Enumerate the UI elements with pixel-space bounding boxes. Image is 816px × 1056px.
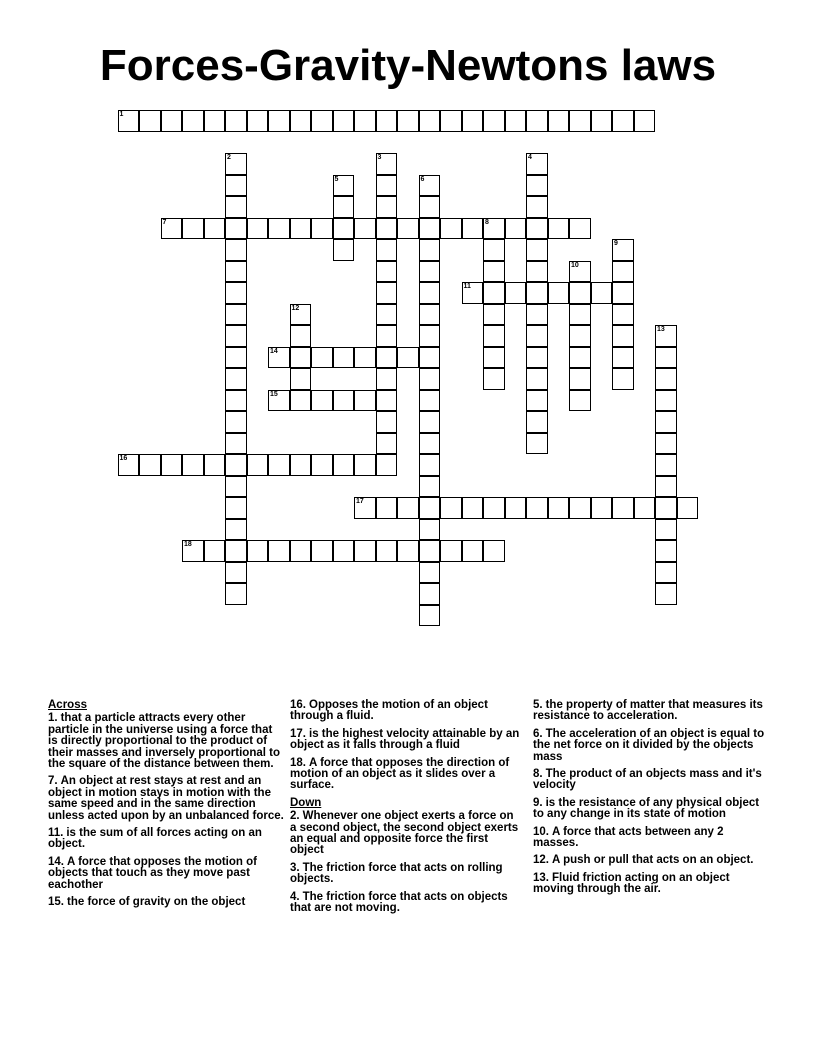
grid-cell[interactable]	[311, 347, 333, 369]
grid-cell[interactable]	[268, 390, 290, 412]
grid-cell[interactable]	[462, 282, 484, 304]
clue-number: 8.	[533, 768, 543, 781]
clue-number: 11	[463, 283, 471, 290]
grid-cell[interactable]	[655, 476, 677, 498]
clue-item	[48, 828, 284, 851]
grid-cell[interactable]	[182, 110, 204, 132]
grid-cell[interactable]	[655, 368, 677, 390]
clue-text: is the resistance of any physical object to any change in its state of motion	[533, 796, 760, 821]
grid-cell[interactable]	[333, 239, 355, 261]
clue-number: 15	[270, 390, 278, 398]
grid-cell[interactable]	[333, 454, 355, 476]
grid-cell[interactable]	[333, 390, 355, 412]
grid-cell[interactable]	[569, 218, 591, 240]
grid-cell[interactable]	[462, 497, 484, 519]
grid-cell[interactable]	[419, 433, 441, 455]
grid-cell[interactable]	[354, 110, 376, 132]
grid-cell[interactable]	[569, 390, 591, 412]
clue-number: 4.	[290, 890, 300, 903]
grid-cell[interactable]	[354, 540, 376, 562]
grid-cell[interactable]	[397, 218, 419, 240]
grid-cell[interactable]	[376, 153, 398, 175]
grid-cell[interactable]	[419, 390, 441, 412]
grid-cell[interactable]	[247, 110, 269, 132]
clue-column-3	[533, 700, 769, 902]
grid-cell[interactable]	[526, 390, 548, 412]
grid-cell[interactable]	[419, 605, 441, 627]
clue-number: 4	[528, 154, 532, 161]
grid-cell[interactable]	[419, 261, 441, 283]
clue-text: is the highest velocity attainable by an object as it falls through a fluid	[290, 727, 520, 752]
clue-item	[533, 700, 769, 723]
clue-number: 16.	[290, 699, 306, 711]
grid-cell[interactable]	[225, 562, 247, 584]
grid-cell[interactable]	[548, 497, 570, 519]
grid-cell[interactable]	[462, 540, 484, 562]
clue-number: 13	[657, 326, 665, 333]
grid-cell[interactable]	[419, 497, 441, 519]
clue-number: 12	[291, 304, 300, 312]
clue-number: 18	[184, 541, 192, 548]
grid-cell[interactable]	[419, 175, 441, 197]
clue-text: The friction force that acts on objects that are not moving.	[290, 890, 508, 915]
grid-cell[interactable]	[591, 282, 613, 304]
clue-number: 10.	[533, 825, 549, 838]
grid-cell[interactable]	[419, 218, 441, 240]
grid-cell[interactable]	[526, 282, 548, 304]
grid-cell[interactable]	[569, 347, 591, 369]
grid-cell[interactable]	[225, 325, 247, 347]
clue-item	[533, 873, 769, 896]
grid-cell[interactable]	[505, 497, 527, 519]
clue-number: 18.	[290, 756, 306, 769]
grid-cell[interactable]	[526, 368, 548, 390]
grid-cell[interactable]	[612, 239, 634, 261]
clue-text: A force that opposes the direction of motion of an object as it slides over a surface.	[290, 756, 510, 792]
grid-cell[interactable]	[376, 325, 398, 347]
grid-cell[interactable]	[419, 540, 441, 562]
clue-item	[290, 863, 522, 886]
grid-cell[interactable]	[526, 218, 548, 240]
clue-text: An object at rest stays at rest and an object in motion stays in motion with the same speed and in the same direction unless acted upon by an unbalanced force.	[48, 775, 284, 822]
grid-cell[interactable]	[612, 304, 634, 326]
grid-cell[interactable]	[612, 368, 634, 390]
grid-cell[interactable]	[526, 175, 548, 197]
grid-cell[interactable]	[161, 218, 183, 240]
clue-number: 13.	[533, 871, 549, 884]
grid-cell[interactable]	[247, 218, 269, 240]
clue-number: 1	[119, 111, 124, 118]
grid-cell[interactable]	[376, 497, 398, 519]
clue-text: A push or pull that acts on an object.	[552, 854, 754, 867]
grid-cell[interactable]	[268, 218, 290, 240]
grid-cell[interactable]	[311, 218, 333, 240]
grid-cell[interactable]	[204, 110, 226, 132]
grid-cell[interactable]	[268, 110, 290, 132]
grid-cell[interactable]	[655, 454, 677, 476]
grid-cell[interactable]	[419, 304, 441, 326]
clue-item	[533, 855, 769, 866]
clue-text: Opposes the motion of an object through a fluid.	[290, 699, 488, 723]
clue-text: The product of an objects mass and it's velocity	[533, 768, 762, 792]
clue-number: 14	[270, 347, 278, 355]
grid-cell[interactable]	[526, 110, 548, 132]
grid-cell[interactable]	[612, 282, 634, 304]
grid-cell[interactable]	[376, 239, 398, 261]
grid-cell[interactable]	[612, 325, 634, 347]
grid-cell[interactable]	[483, 347, 505, 369]
clue-number: 5.	[533, 699, 543, 711]
grid-cell[interactable]	[290, 540, 312, 562]
grid-cell[interactable]	[569, 282, 591, 304]
grid-cell[interactable]	[526, 239, 548, 261]
clue-item	[290, 758, 522, 792]
grid-cell[interactable]	[419, 454, 441, 476]
grid-cell[interactable]	[376, 304, 398, 326]
grid-cell[interactable]	[225, 497, 247, 519]
down-heading: Down	[290, 796, 322, 809]
grid-cell[interactable]	[376, 390, 398, 412]
grid-cell[interactable]	[225, 583, 247, 605]
grid-cell[interactable]	[268, 347, 290, 369]
grid-cell[interactable]	[569, 368, 591, 390]
grid-cell[interactable]	[354, 454, 376, 476]
clue-item	[290, 811, 522, 857]
grid-cell[interactable]	[333, 347, 355, 369]
grid-cell[interactable]	[290, 110, 312, 132]
clue-number: 7.	[48, 775, 58, 788]
clue-item	[48, 897, 284, 908]
grid-cell[interactable]	[548, 282, 570, 304]
grid-cell[interactable]	[225, 454, 247, 476]
clue-number: 17.	[290, 727, 306, 740]
grid-cell[interactable]	[612, 110, 634, 132]
clue-number: 3	[377, 154, 382, 161]
grid-cell[interactable]	[397, 110, 419, 132]
grid-cell[interactable]	[419, 325, 441, 347]
grid-cell[interactable]	[182, 218, 204, 240]
grid-cell[interactable]	[526, 347, 548, 369]
grid-cell[interactable]	[225, 368, 247, 390]
grid-cell[interactable]	[225, 476, 247, 498]
clue-text: the force of gravity on the object	[67, 896, 246, 909]
grid-cell[interactable]	[376, 368, 398, 390]
grid-cell[interactable]	[397, 347, 419, 369]
grid-cell[interactable]	[419, 583, 441, 605]
grid-cell[interactable]	[419, 368, 441, 390]
grid-cell[interactable]	[290, 390, 312, 412]
grid-cell[interactable]	[354, 347, 376, 369]
grid-cell[interactable]	[483, 110, 505, 132]
clue-text: is the sum of all forces acting on an object.	[48, 827, 262, 851]
grid-cell[interactable]	[225, 390, 247, 412]
clue-item	[533, 769, 769, 792]
grid-cell[interactable]	[655, 583, 677, 605]
grid-cell[interactable]	[591, 110, 613, 132]
grid-cell[interactable]	[397, 497, 419, 519]
grid-cell[interactable]	[376, 261, 398, 283]
grid-cell[interactable]	[462, 218, 484, 240]
grid-cell[interactable]	[376, 454, 398, 476]
grid-cell[interactable]	[397, 540, 419, 562]
grid-cell[interactable]	[290, 368, 312, 390]
grid-cell[interactable]	[376, 347, 398, 369]
grid-cell[interactable]	[612, 347, 634, 369]
grid-cell[interactable]	[569, 261, 591, 283]
grid-cell[interactable]	[419, 110, 441, 132]
grid-cell[interactable]	[569, 325, 591, 347]
grid-cell[interactable]	[290, 304, 312, 326]
grid-cell[interactable]	[376, 282, 398, 304]
grid-cell[interactable]	[161, 110, 183, 132]
grid-cell[interactable]	[139, 454, 161, 476]
grid-cell[interactable]	[268, 454, 290, 476]
grid-cell[interactable]	[225, 411, 247, 433]
clue-text: Fluid friction acting on an object moving through the air.	[533, 871, 730, 896]
grid-cell[interactable]	[376, 411, 398, 433]
page-title: Forces-Gravity-Newtons laws	[99, 41, 717, 90]
grid-cell[interactable]	[419, 347, 441, 369]
clue-text: Whenever one object exerts a force on a second object, the second object exerts an equal and opposite force the first object	[290, 810, 519, 857]
grid-cell[interactable]	[526, 153, 548, 175]
clue-item	[290, 892, 522, 915]
grid-cell[interactable]	[483, 282, 505, 304]
grid-cell[interactable]	[419, 239, 441, 261]
grid-cell[interactable]	[118, 454, 140, 476]
grid-cell[interactable]	[548, 110, 570, 132]
grid-cell[interactable]	[311, 110, 333, 132]
grid-cell[interactable]	[526, 261, 548, 283]
grid-cell[interactable]	[376, 175, 398, 197]
grid-cell[interactable]	[225, 304, 247, 326]
clue-item	[48, 713, 284, 770]
grid-cell[interactable]	[376, 433, 398, 455]
grid-cell[interactable]	[462, 110, 484, 132]
grid-cell[interactable]	[354, 390, 376, 412]
grid-cell[interactable]	[225, 347, 247, 369]
grid-cell[interactable]	[655, 325, 677, 347]
grid-cell[interactable]	[677, 497, 699, 519]
grid-cell[interactable]	[225, 519, 247, 541]
grid-cell[interactable]	[569, 110, 591, 132]
clue-text: The acceleration of an object is equal to the net force on it divided by the objects mass	[533, 727, 765, 763]
grid-cell[interactable]	[225, 239, 247, 261]
clue-column-2	[290, 700, 522, 921]
grid-cell[interactable]	[440, 218, 462, 240]
clue-column-1	[48, 700, 284, 915]
clue-item	[48, 857, 284, 891]
grid-cell[interactable]	[655, 433, 677, 455]
grid-cell[interactable]	[419, 562, 441, 584]
clue-number: 14.	[48, 855, 64, 868]
grid-cell[interactable]	[483, 540, 505, 562]
grid-cell[interactable]	[290, 347, 312, 369]
grid-cell[interactable]	[290, 454, 312, 476]
grid-cell[interactable]	[483, 304, 505, 326]
clue-item	[290, 700, 522, 723]
clue-item	[290, 729, 522, 752]
clue-number: 7	[162, 218, 167, 226]
grid-cell[interactable]	[311, 540, 333, 562]
clue-item	[533, 827, 769, 850]
grid-cell[interactable]	[311, 390, 333, 412]
clue-number: 1.	[48, 712, 58, 725]
clue-text: A force that opposes the motion of objects that touch as they move past eachother	[48, 855, 257, 891]
grid-cell[interactable]	[569, 497, 591, 519]
grid-cell[interactable]	[354, 497, 376, 519]
grid-cell[interactable]	[182, 454, 204, 476]
grid-cell[interactable]	[419, 282, 441, 304]
grid-cell[interactable]	[655, 562, 677, 584]
clue-text: that a particle attracts every other particle in the universe using a force that is directly proportional to the product of their masses and inversely proportional to the square of the distance between them.	[48, 712, 280, 771]
grid-cell[interactable]	[440, 110, 462, 132]
clue-number: 9	[614, 240, 618, 247]
grid-cell[interactable]	[655, 540, 677, 562]
clue-number: 3.	[290, 861, 300, 874]
grid-cell[interactable]	[247, 540, 269, 562]
grid-cell[interactable]	[419, 196, 441, 218]
grid-cell[interactable]	[204, 454, 226, 476]
clue-text: A force that acts between any 2 masses.	[533, 825, 724, 850]
clue-number: 6	[420, 175, 425, 183]
grid-cell[interactable]	[505, 218, 527, 240]
grid-cell[interactable]	[354, 218, 376, 240]
grid-cell[interactable]	[333, 218, 355, 240]
clue-number: 10	[571, 261, 579, 269]
grid-cell[interactable]	[333, 540, 355, 562]
grid-cell[interactable]	[225, 433, 247, 455]
grid-cell[interactable]	[376, 218, 398, 240]
grid-cell[interactable]	[440, 497, 462, 519]
grid-cell[interactable]	[526, 325, 548, 347]
grid-cell[interactable]	[526, 411, 548, 433]
grid-cell[interactable]	[376, 110, 398, 132]
grid-cell[interactable]	[591, 497, 613, 519]
grid-cell[interactable]	[311, 454, 333, 476]
grid-cell[interactable]	[612, 497, 634, 519]
grid-cell[interactable]	[505, 110, 527, 132]
grid-cell[interactable]	[483, 325, 505, 347]
clue-number: 17	[356, 498, 364, 505]
clue-number: 11.	[48, 827, 64, 840]
grid-cell[interactable]	[612, 261, 634, 283]
grid-cell[interactable]	[526, 497, 548, 519]
grid-cell[interactable]	[419, 411, 441, 433]
grid-cell[interactable]	[161, 454, 183, 476]
clue-number: 5	[334, 175, 339, 183]
grid-cell[interactable]	[225, 153, 247, 175]
clue-text: the property of matter that measures its resistance to acceleration.	[533, 699, 763, 723]
grid-cell[interactable]	[333, 110, 355, 132]
grid-cell[interactable]	[419, 476, 441, 498]
grid-cell[interactable]	[204, 218, 226, 240]
grid-cell[interactable]	[655, 411, 677, 433]
grid-cell[interactable]	[268, 540, 290, 562]
grid-cell[interactable]	[483, 497, 505, 519]
clue-text: The friction force that acts on rolling objects.	[290, 861, 503, 886]
grid-cell[interactable]	[505, 282, 527, 304]
grid-cell[interactable]	[376, 196, 398, 218]
grid-cell[interactable]	[548, 218, 570, 240]
clue-number: 2.	[290, 810, 300, 823]
clue-number: 16	[119, 455, 128, 462]
clue-item	[48, 776, 284, 822]
grid-cell[interactable]	[526, 196, 548, 218]
grid-cell[interactable]	[655, 497, 677, 519]
clue-number: 15.	[48, 896, 64, 909]
grid-cell[interactable]	[247, 454, 269, 476]
clue-item	[533, 798, 769, 821]
across-heading: Across	[48, 699, 87, 711]
grid-cell[interactable]	[440, 540, 462, 562]
grid-cell[interactable]	[483, 368, 505, 390]
clue-number: 12.	[533, 854, 549, 867]
grid-cell[interactable]	[376, 540, 398, 562]
grid-cell[interactable]	[225, 261, 247, 283]
clue-item	[533, 729, 769, 763]
grid-cell[interactable]	[483, 239, 505, 261]
grid-cell[interactable]	[225, 218, 247, 240]
grid-cell[interactable]	[419, 519, 441, 541]
clue-number: 6.	[533, 727, 543, 740]
grid-cell[interactable]	[139, 110, 161, 132]
grid-cell[interactable]	[290, 218, 312, 240]
grid-cell[interactable]	[634, 110, 656, 132]
grid-cell[interactable]	[526, 433, 548, 455]
grid-cell[interactable]	[225, 110, 247, 132]
grid-cell[interactable]	[569, 304, 591, 326]
grid-cell[interactable]	[182, 540, 204, 562]
grid-cell[interactable]	[333, 196, 355, 218]
clue-number: 8	[485, 218, 489, 226]
grid-cell[interactable]	[634, 497, 656, 519]
grid-cell[interactable]	[204, 540, 226, 562]
grid-cell[interactable]	[225, 282, 247, 304]
grid-cell[interactable]	[526, 304, 548, 326]
grid-cell[interactable]	[655, 347, 677, 369]
grid-cell[interactable]	[118, 110, 140, 132]
grid-cell[interactable]	[225, 540, 247, 562]
grid-cell[interactable]	[655, 390, 677, 412]
clue-number: 9.	[533, 796, 543, 809]
grid-cell[interactable]	[333, 175, 355, 197]
grid-cell[interactable]	[225, 175, 247, 197]
grid-cell[interactable]	[290, 325, 312, 347]
grid-cell[interactable]	[225, 196, 247, 218]
grid-cell[interactable]	[655, 519, 677, 541]
clue-number: 2	[227, 154, 231, 161]
grid-cell[interactable]	[483, 218, 505, 240]
grid-cell[interactable]	[483, 261, 505, 283]
